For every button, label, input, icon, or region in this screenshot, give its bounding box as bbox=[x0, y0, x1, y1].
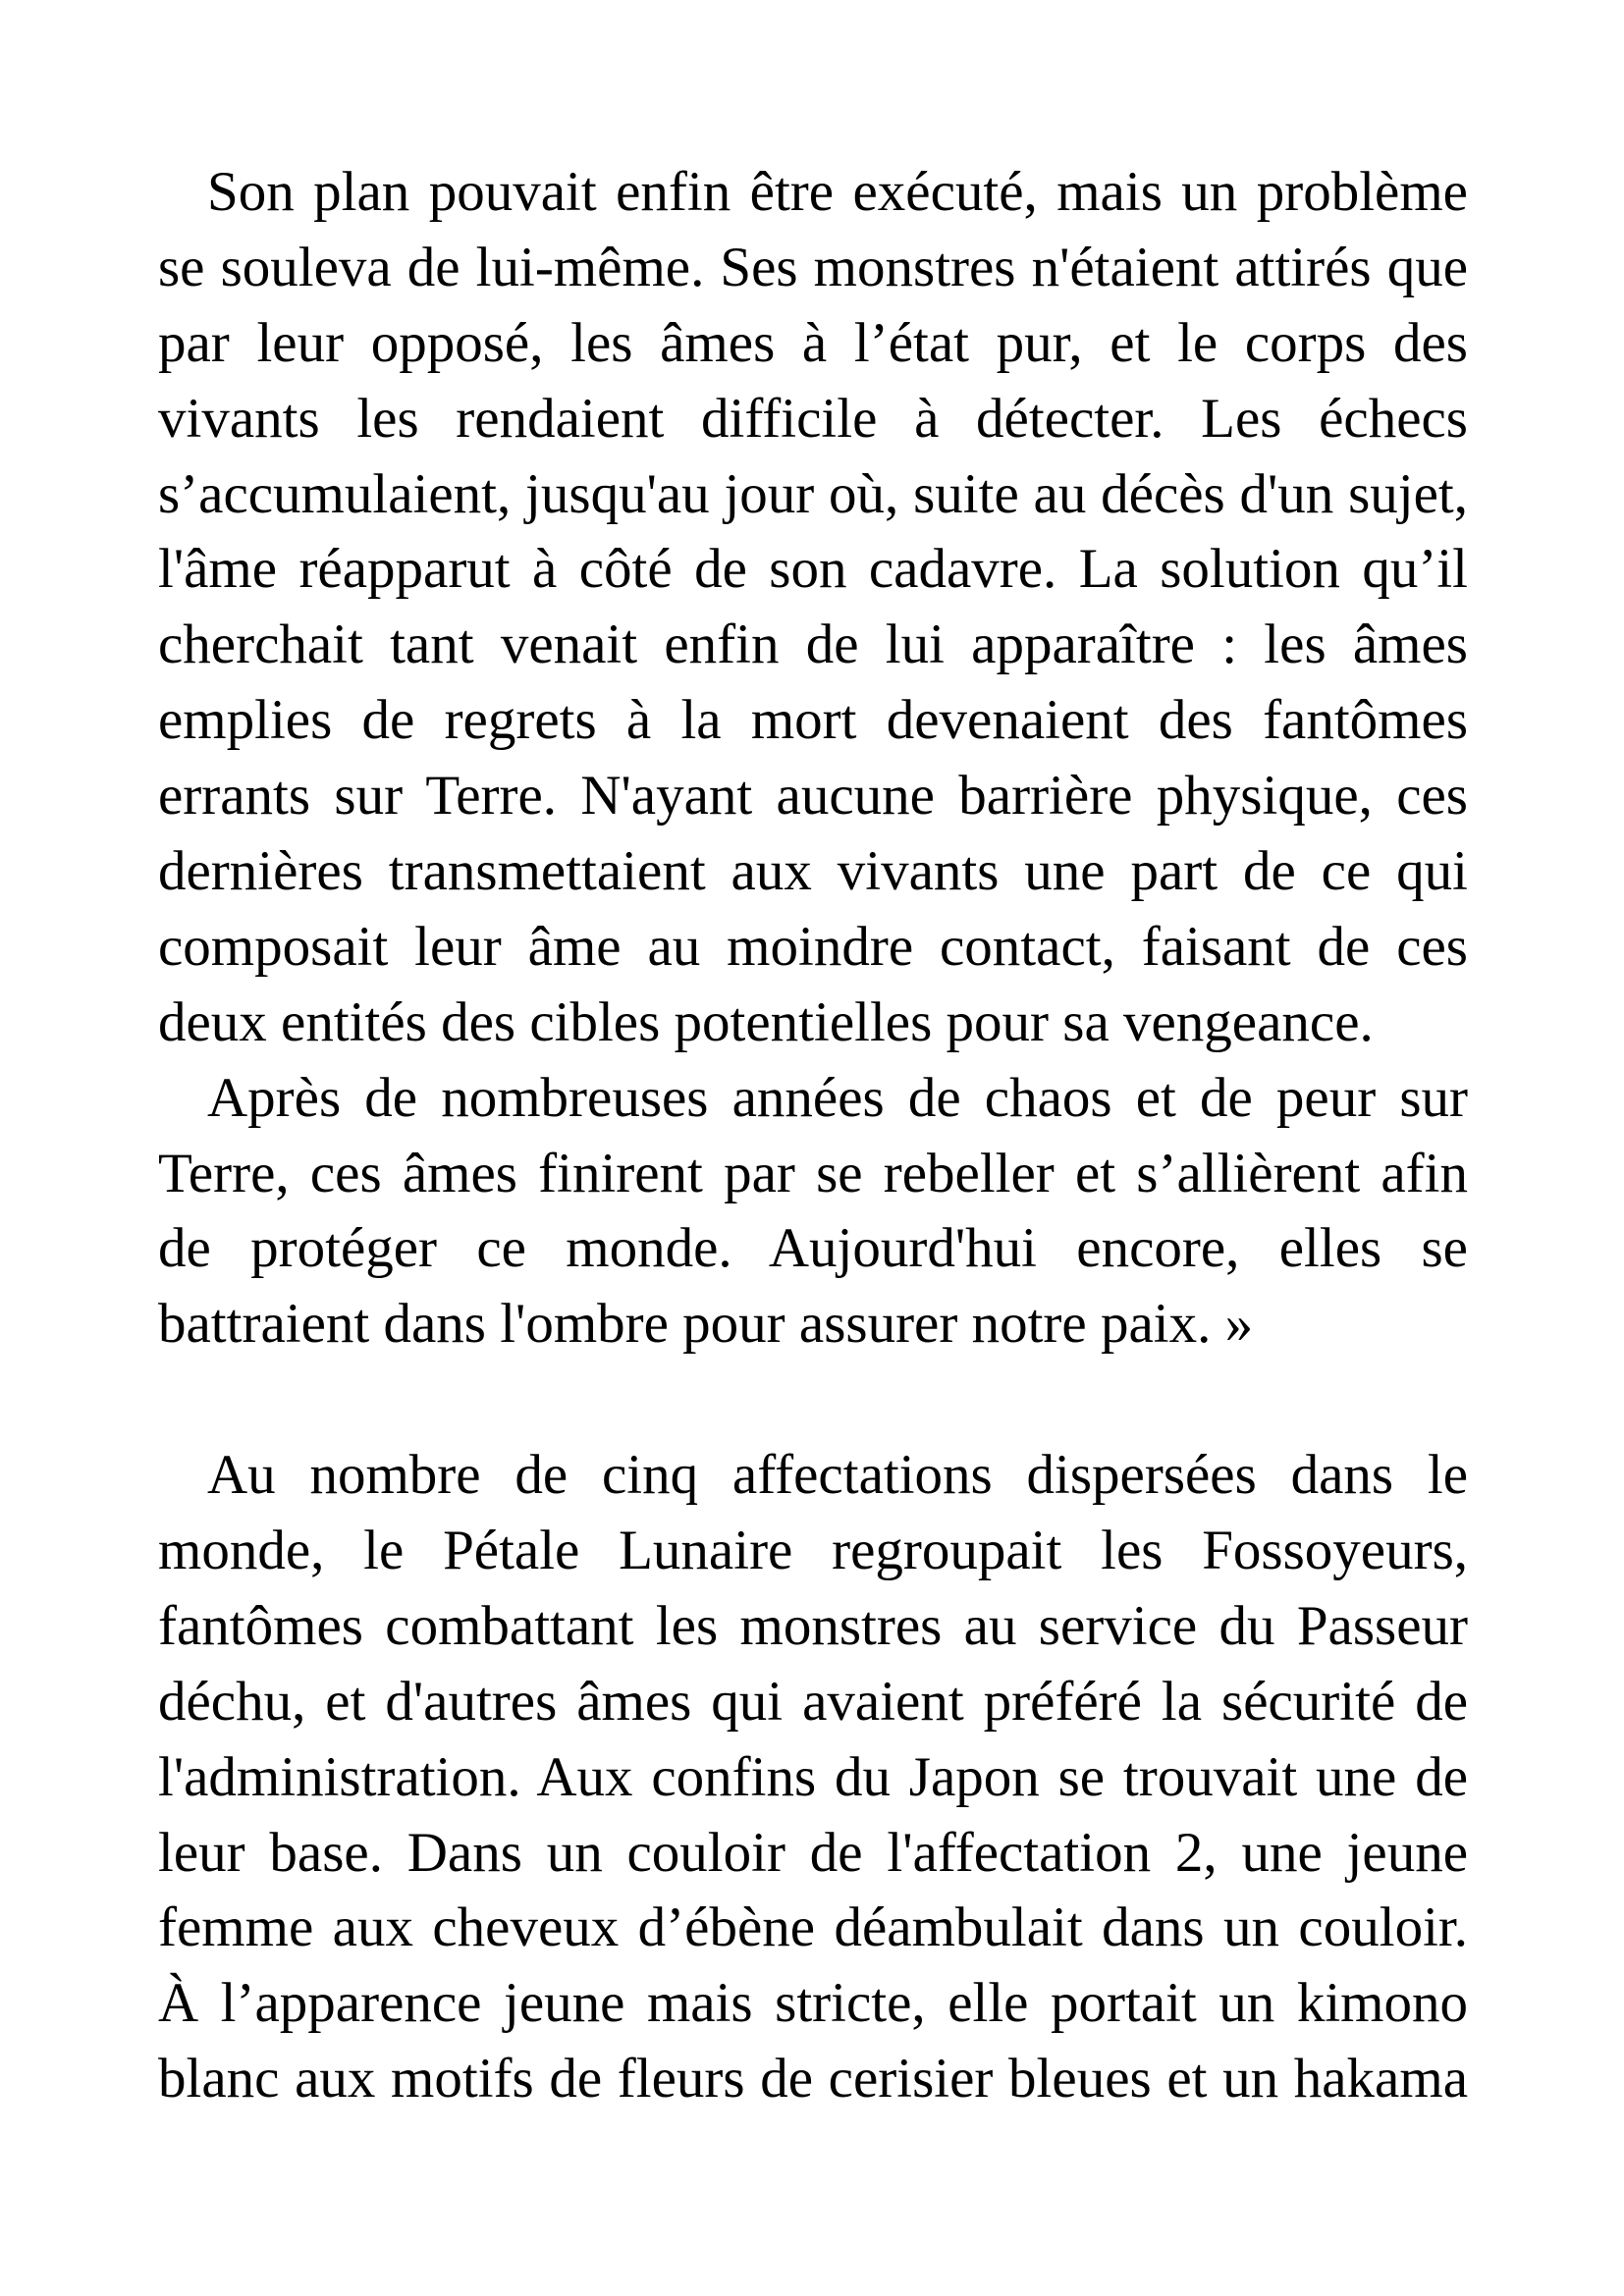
text-line: de protéger ce monde. Aujourd'hui encore, elles se bbox=[158, 1217, 1468, 1280]
text-line: Terre, ces âmes finirent par se rebeller et s’allièrent afin bbox=[158, 1142, 1468, 1204]
paragraph-3 bbox=[158, 1438, 1468, 2117]
body-text bbox=[158, 155, 1468, 2117]
text-line: errants sur Terre. N'ayant aucune barrière physique, ces bbox=[158, 765, 1468, 828]
text-line: composait leur âme au moindre contact, faisant de ces bbox=[158, 915, 1468, 978]
text-line: monde, le Pétale Lunaire regroupait les Fossoyeurs, bbox=[158, 1520, 1468, 1582]
text-line: vivants les rendaient difficile à détecter. Les échecs bbox=[158, 387, 1468, 450]
paragraph-2 bbox=[158, 1061, 1468, 1363]
text-line: blanc aux motifs de fleurs de cerisier bleues et un hakama bbox=[158, 2048, 1468, 2110]
text-line: par leur opposé, les âmes à l’état pur, et le corps des bbox=[158, 311, 1468, 374]
text-line: cherchait tant venait enfin de lui apparaître : les âmes bbox=[158, 614, 1468, 676]
text-line: l'administration. Aux confins du Japon se trouvait une de bbox=[158, 1745, 1468, 1808]
paragraph-1 bbox=[158, 155, 1468, 1061]
text-line: l'âme réapparut à côté de son cadavre. La solution qu’il bbox=[158, 538, 1468, 601]
text-line: dernières transmettaient aux vivants une part de ce qui bbox=[158, 840, 1468, 903]
text-line: fantômes combattant les monstres au service du Passeur bbox=[158, 1594, 1468, 1657]
text-line: Son plan pouvait enfin être exécuté, mais un problème bbox=[207, 161, 1468, 223]
text-line: se souleva de lui-même. Ses monstres n'étaient attirés que bbox=[158, 236, 1468, 298]
text-line: À l’apparence jeune mais stricte, elle portait un kimono bbox=[158, 1972, 1468, 2035]
text-line: s’accumulaient, jusqu'au jour où, suite au décès d'un sujet, bbox=[158, 462, 1468, 525]
text-line: battraient dans l'ombre pour assurer notre paix. » bbox=[158, 1293, 1254, 1356]
text-line: Après de nombreuses années de chaos et de peur sur bbox=[207, 1066, 1468, 1129]
text-line: emplies de regrets à la mort devenaient des fantômes bbox=[158, 689, 1468, 752]
text-line: Au nombre de cinq affectations dispersées dans le bbox=[207, 1444, 1468, 1507]
text-line: deux entités des cibles potentielles pour sa vengeance. bbox=[158, 990, 1374, 1053]
text-line: leur base. Dans un couloir de l'affectation 2, une jeune bbox=[158, 1821, 1468, 1884]
text-line: femme aux cheveux d’ébène déambulait dans un couloir. bbox=[158, 1896, 1468, 1959]
text-line: déchu, et d'autres âmes qui avaient préféré la sécurité de bbox=[158, 1670, 1468, 1733]
paragraph-spacer bbox=[158, 1362, 1468, 1438]
